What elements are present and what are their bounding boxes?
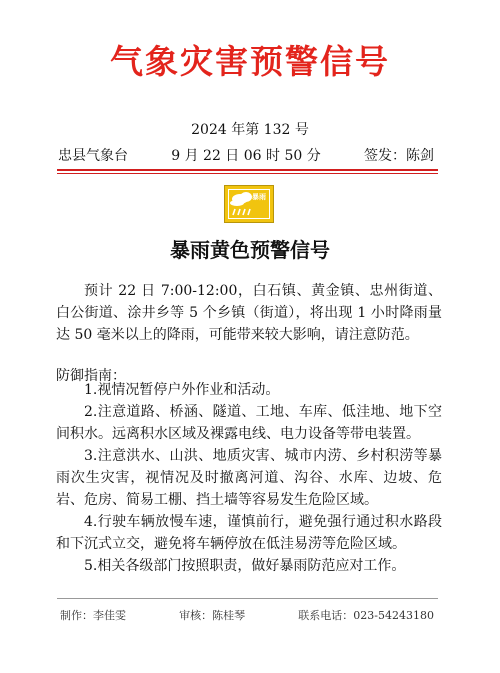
signer: 签发：陈剑: [363, 148, 434, 164]
contact-phone: 联系电话：023-54243180: [298, 609, 434, 622]
footer: [60, 607, 434, 623]
guide-item: 1.视情况暂停户外作业和活动。: [84, 382, 280, 398]
icon-border: [228, 189, 270, 219]
issue-number: 2024 年第 132 号: [191, 122, 309, 138]
document-title: 气象灾害预警信号: [110, 42, 390, 81]
agency-name: 忠县气象台: [58, 148, 128, 164]
issue-datetime: 9 月 22 日 06 时 50 分: [171, 148, 321, 164]
guide-item: 3.注意洪水、山洪、地质灾害、城市内涝、乡村积涝等暴雨次生灾害，视情况及时撤离河道、沟谷、水库、边坡、危岩、危房、简易工棚、挡土墙等容易发生危险区域。: [56, 448, 442, 508]
header-info-row: [58, 145, 434, 165]
producer: 制作：李佳雯: [60, 609, 126, 622]
forecast-paragraph: 预计 22 日 7:00-12:00，白石镇、黄金镇、忠州街道、白公街道、涂井乡等 5 个乡镇（街道），将出现 1 小时降雨量达 50 毫米以上的降雨，可能带来较大影响，请注意防范。: [56, 283, 442, 343]
footer-divider: [57, 598, 438, 599]
guide-list: [56, 379, 442, 577]
reviewer: 审核：陈桂琴: [179, 609, 246, 622]
guide-heading: 防御指南：: [56, 368, 126, 384]
guide-item: 2.注意道路、桥涵、隧道、工地、车库、低洼地、地下空间积水。远离积水区域及裸露电线、电力设备等带电装置。: [56, 404, 442, 442]
signal-title: 暴雨黄色预警信号: [170, 238, 330, 262]
red-divider-thick: [57, 169, 438, 171]
rainstorm-yellow-warning-icon: [224, 185, 274, 223]
guide-item: 4.行驶车辆放慢车速，谨慎前行，避免强行通过积水路段和下沉式立交，避免将车辆停放在低洼易涝等危险区域。: [56, 514, 442, 552]
guide-item: 5.相关各级部门按照职责，做好暴雨防范应对工作。: [84, 558, 406, 574]
icon-label: 暴雨: [252, 193, 266, 201]
red-divider-thin: [57, 173, 438, 174]
